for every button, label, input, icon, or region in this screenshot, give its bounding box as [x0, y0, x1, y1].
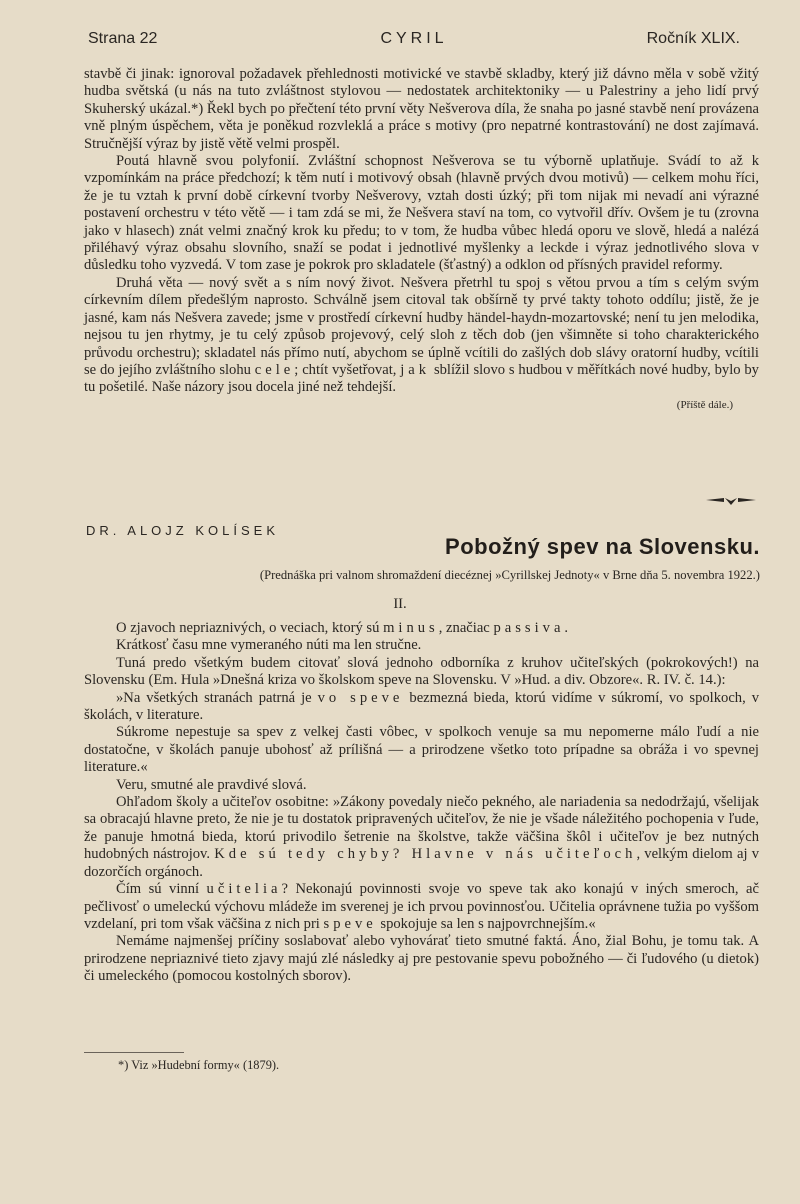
text-run: sblížil slovo s hudbou v měřítkách nové hudby, bylo by tu pošetilé. Naše názory jsou docela jiné než tehdejší.: [84, 361, 759, 396]
spaced-text: speve: [323, 915, 377, 932]
text-run: ? Nekonajú povinnosti svoje vo speve tak ako konajú v iných smeroch, ač pečlivosť o umeleckú výchovu mládeže im sverenej je ich prvou povinnosťou. Učitelia oprávnene tužia po vyššom vzdelaní, pri tom však väčšina z nich pri: [84, 881, 759, 932]
text-run: ; chtít vyšetřovat,: [294, 361, 397, 378]
paragraph: [84, 275, 759, 397]
ornament-divider-icon: [706, 495, 756, 507]
quote-paragraph: [84, 690, 759, 725]
paragraph: [84, 794, 759, 881]
footnote-rule: [84, 1052, 184, 1053]
paragraph: Veru, smutné ale pravdivé slová.: [116, 776, 307, 793]
paragraph: [84, 620, 759, 637]
text-run: , značiac: [438, 620, 490, 636]
text-run: .: [564, 620, 569, 636]
paragraph: [84, 881, 759, 933]
text-run: »Na všetkých stranách patrná je: [116, 689, 312, 706]
paragraph: Nemáme najmenšej príčiny soslabovať alebo vyhovárať tieto smutné faktá. Áno, žial Bohu, je tomu tak. A prirodzene nepriaznivé tieto zjavy majú zlé následky aj pre pestovanie spevu pobožného — či ľudového (u dietok) či umeleckého (pomocou kostolných sborov).: [84, 933, 759, 985]
paragraph: Poutá hlavně svou polyfonií. Zvláštní schopnost Nešverova se tu výborně uplatňuje. Svádí to až k vzpomínkám na práce předchozí; k těm nutí i motivový obsah (hlavně prvých dvou motivů) — celkem mohu říci, že je tu vztah k první době církevní tvorby Nešverovy, vztah dosti úzký; při tom nijak mi nevadí ani výrazné postavení orchestru v této větě — i tam zdá se mi, že Nešvera staví na tom, co vytvořil dřív. Ovšem je tu (zrovna jako v hlasech) znát velmi značný krok ku předu; to v tom, že hudba vůbec hledá oporu ve slově, hledá a nalézá přiléhavý výraz obsahu slovního, snaží se podat i jednotlivé myšlenky a leckde i výraz jednotlivého slova v důsledku toho vyzvedá. V tom zase je pokrok pro skladatele (šťastný) a odklon od přísných pravidel reformy.: [84, 153, 759, 274]
volume-number: Ročník XLIX.: [646, 30, 740, 47]
article-title: Pobožný spev na Slovensku.: [445, 534, 760, 559]
paragraph: Tuná predo všetkým budem citovať slová jednoho odborníka z kruhov učiteľských (pokrokových!) na Slovensku (Em. Hula »Dnešná kriza vo školskom speve na Slovensku. V »Hud. a div. Obzore«. R. IV. č. 14.):: [84, 654, 759, 689]
spaced-text: Kde sú tedy chyby? Hlavne v nás učiteľoch: [214, 846, 637, 863]
text-run: , velkým dielom aj v dozorčích orgánoch.: [84, 846, 759, 880]
text-run: bezmezná bieda, ktorú vidíme v súkromí, vo spolkoch, v školách, v literature.: [84, 689, 760, 724]
spaced-text: cele: [254, 361, 295, 378]
spaced-text: vo speve: [317, 689, 404, 706]
paragraph: Krátkosť času mne vymeraného núti ma len stručne.: [116, 637, 422, 654]
article-subtitle: (Prednáška pri valnom shromaždení diecéznej »Cyrillskej Jednoty« v Brne dňa 5. novembra 1922.): [259, 568, 760, 582]
quote-paragraph: Súkrome nepestuje sa spev z velkej časti vôbec, v spolkoch venuje sa mu nepomerne málo ľudí a nie dostatočne, v školách panuje ubohosť až prílišná — a prirodzene všetko toto prípadne sa obráža i vo spevnej literature.«: [84, 724, 759, 776]
continued-note: [84, 397, 759, 414]
section-number: II.: [393, 596, 407, 612]
spaced-text: minus: [383, 620, 439, 636]
article-body: [84, 620, 759, 986]
page-number: Strana 22: [88, 30, 158, 47]
spaced-text: učitelia: [206, 881, 282, 898]
continued-label: (Příště dále.): [676, 398, 733, 411]
text-run: Ohľadom školy a učiteľov osobitne: »Zákony povedaly niečo pekného, ale nariadenia sa nedodržajú, všelijak sa obracajú hlavne preto, že nie je tu dostatok pripravených učiteľov, že nie je všade náležitého pochopenia v ľude, že panuje hmotná bieda, ktorú privodilo šetrenie na školstve, takže väčšina škôl i učiteľov je bez nutných hudobných nástrojov.: [84, 794, 759, 863]
text-run: O zjavoch nepriaznivých, o veciach, ktorý sú: [116, 620, 380, 636]
spaced-text: passiva: [493, 620, 565, 636]
text-run: Čím sú vinní: [116, 881, 200, 898]
journal-title: CYRIL: [380, 30, 448, 47]
paragraph: stavbě či jinak: ignoroval požadavek přehlednosti motivické ve stavbě skladby, který již dávno měla v sobě vžitý hudba světská (u nás na tuto zvláštnost stylovou — nedostatek architektoniky — u Palestriny a jeho lidí prvý Skuherský ukázal.*) Řekl bych po přečtení této první věty Nešverova díla, že snaha po jasné stavbě není provázena vně plným úspěchem, věta je poněkud rozvleklá a práce s motivy (pro nepatrné kontrastování) ne dost zajímavá. Stručnější výraz by jistě větě velmi prospěl.: [84, 66, 759, 152]
page-header: [88, 30, 740, 56]
text-run: Druhá věta — nový svět a s ním nový život. Nešvera přetrhl tu spoj s větou prvou a tím s celým svým církevním dílem předešlým naprosto. Schválně jsem citoval tak obšírně ty prvé takty tohoto oddílu; jistě, že je jasné, kam nás Nešvera zavede; jsme v prostředí církevní hudby händel-haydn-mozartovské; není tu jen melodika, nejsou tu jen rhytmy, je tu celý způsob projevový, celý sloh z těch dob (jen všimněte si toho charakterického průvodu orchestru); skladatel nás přímo nutí, abychom se úplně vcítili do zašlých dob slávy oratorní hudby, vcítili se do jejího zvláštního slohu: [84, 274, 759, 378]
text-run: spokojuje sa len s najpovrchnejším.«: [380, 915, 596, 932]
spaced-text: jak: [400, 361, 431, 378]
footnote: *) Viz »Hudební formy« (1879).: [118, 1058, 280, 1072]
article-author: DR. ALOJZ KOLÍSEK: [86, 523, 279, 538]
previous-article-body: [84, 66, 759, 414]
